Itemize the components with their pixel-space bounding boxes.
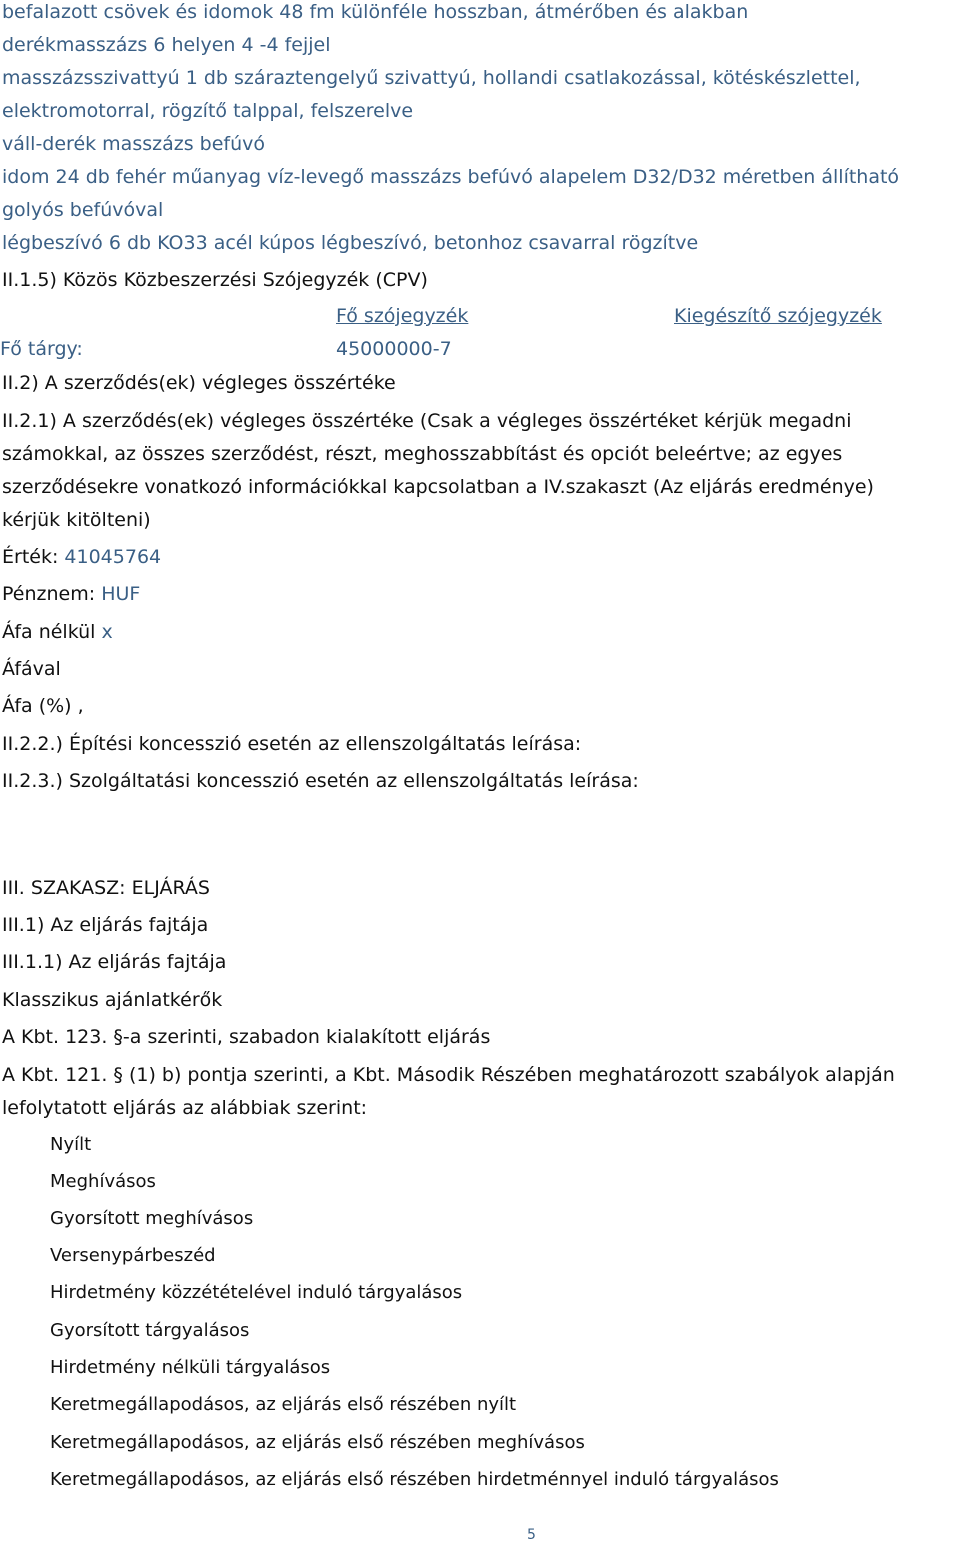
afa-nelkul-mark: x: [101, 621, 113, 643]
section-iii-title: III. SZAKASZ: ELJÁRÁS: [2, 877, 210, 899]
afaval-label: Áfával: [2, 658, 61, 680]
kbt-121-line: A Kbt. 121. § (1) b) pontja szerinti, a Kbt. Második Részében meghatározott szabályok alapján: [2, 1064, 895, 1086]
cpv-main-column-header: Fő szójegyzék: [336, 305, 469, 327]
item-line: befalazott csövek és idomok 48 fm különféle hosszban, átmérőben és alakban: [2, 1, 749, 23]
ertek-label: Érték:: [2, 546, 59, 568]
item-line: légbeszívó 6 db KO33 acél kúpos légbeszívó, betonhoz csavarral rögzítve: [2, 232, 699, 254]
procedure-option: Keretmegállapodásos, az eljárás első részében nyílt: [50, 1394, 517, 1415]
procedure-option: Hirdetmény nélküli tárgyalásos: [50, 1357, 331, 1378]
procedure-option: Gyorsított tárgyalásos: [50, 1320, 250, 1341]
penznem-value: HUF: [101, 583, 141, 605]
ertek-row: [2, 545, 161, 569]
ertek-value: 41045764: [64, 546, 162, 568]
page-number: 5: [527, 1527, 536, 1543]
value-para-line: szerződésekre vonatkozó információkkal kapcsolatban a IV.szakaszt (Az eljárás eredménye): [2, 476, 874, 498]
kbt-121-line-cont: lefolytatott eljárás az alábbiak szerint:: [2, 1097, 368, 1119]
penznem-label: Pénznem:: [2, 583, 96, 605]
cpv-row-value: 45000000-7: [336, 338, 452, 360]
cpv-row-label: Fő tárgy:: [0, 338, 83, 360]
cpv-heading: II.1.5) Közös Közbeszerzési Szójegyzék (CPV): [2, 269, 428, 291]
item-line: elektromotorral, rögzítő talppal, felszerelve: [2, 100, 414, 122]
procedure-option: Hirdetmény közzétételével induló tárgyalásos: [50, 1282, 463, 1303]
kbt-123-line: A Kbt. 123. §-a szerinti, szabadon kialakított eljárás: [2, 1026, 491, 1048]
value-heading: II.2) A szerződés(ek) végleges összértéke: [2, 372, 396, 394]
item-line: golyós befúvóval: [2, 199, 164, 221]
value-para-line: kérjük kitölteni): [2, 509, 151, 531]
item-line: masszázsszivattyú 1 db száraztengelyű szivattyú, hollandi csatlakozással, kötéskészlettel,: [2, 67, 861, 89]
afa-nelkul-label: Áfa nélkül: [2, 621, 96, 643]
section-iii-1: III.1) Az eljárás fajtája: [2, 914, 209, 936]
item-line: derékmasszázs 6 helyen 4 -4 fejjel: [2, 34, 331, 56]
procedure-option: Meghívásos: [50, 1171, 156, 1192]
afa-nelkul-row: [2, 620, 113, 644]
procedure-option: Nyílt: [50, 1134, 92, 1155]
line-ii-2-3: II.2.3.) Szolgáltatási koncesszió esetén az ellenszolgáltatás leírása:: [2, 770, 639, 792]
value-para-line: számokkal, az összes szerződést, részt, meghosszabbítást és opciót beleértve; az egyes: [2, 443, 843, 465]
procedure-option: Versenypárbeszéd: [50, 1245, 216, 1266]
cpv-extra-column-header: Kiegészítő szójegyzék: [674, 305, 882, 327]
item-line: idom 24 db fehér műanyag víz-levegő masszázs befúvó alapelem D32/D32 méretben állítható: [2, 166, 900, 188]
procedure-type: Klasszikus ajánlatkérők: [2, 989, 223, 1011]
line-ii-2-2: II.2.2.) Építési koncesszió esetén az ellenszolgáltatás leírása:: [2, 733, 582, 755]
item-line: váll-derék masszázs befúvó: [2, 133, 266, 155]
procedure-option: Keretmegállapodásos, az eljárás első részében meghívásos: [50, 1432, 585, 1453]
afa-pct-label: Áfa (%) ,: [2, 695, 84, 717]
value-para-line: II.2.1) A szerződés(ek) végleges összértéke (Csak a végleges összértéket kérjük megadni: [2, 410, 852, 432]
penznem-row: [2, 582, 140, 606]
procedure-option: Gyorsított meghívásos: [50, 1208, 254, 1229]
section-iii-1-1: III.1.1) Az eljárás fajtája: [2, 951, 227, 973]
procedure-option: Keretmegállapodásos, az eljárás első részében hirdetménnyel induló tárgyalásos: [50, 1469, 779, 1490]
